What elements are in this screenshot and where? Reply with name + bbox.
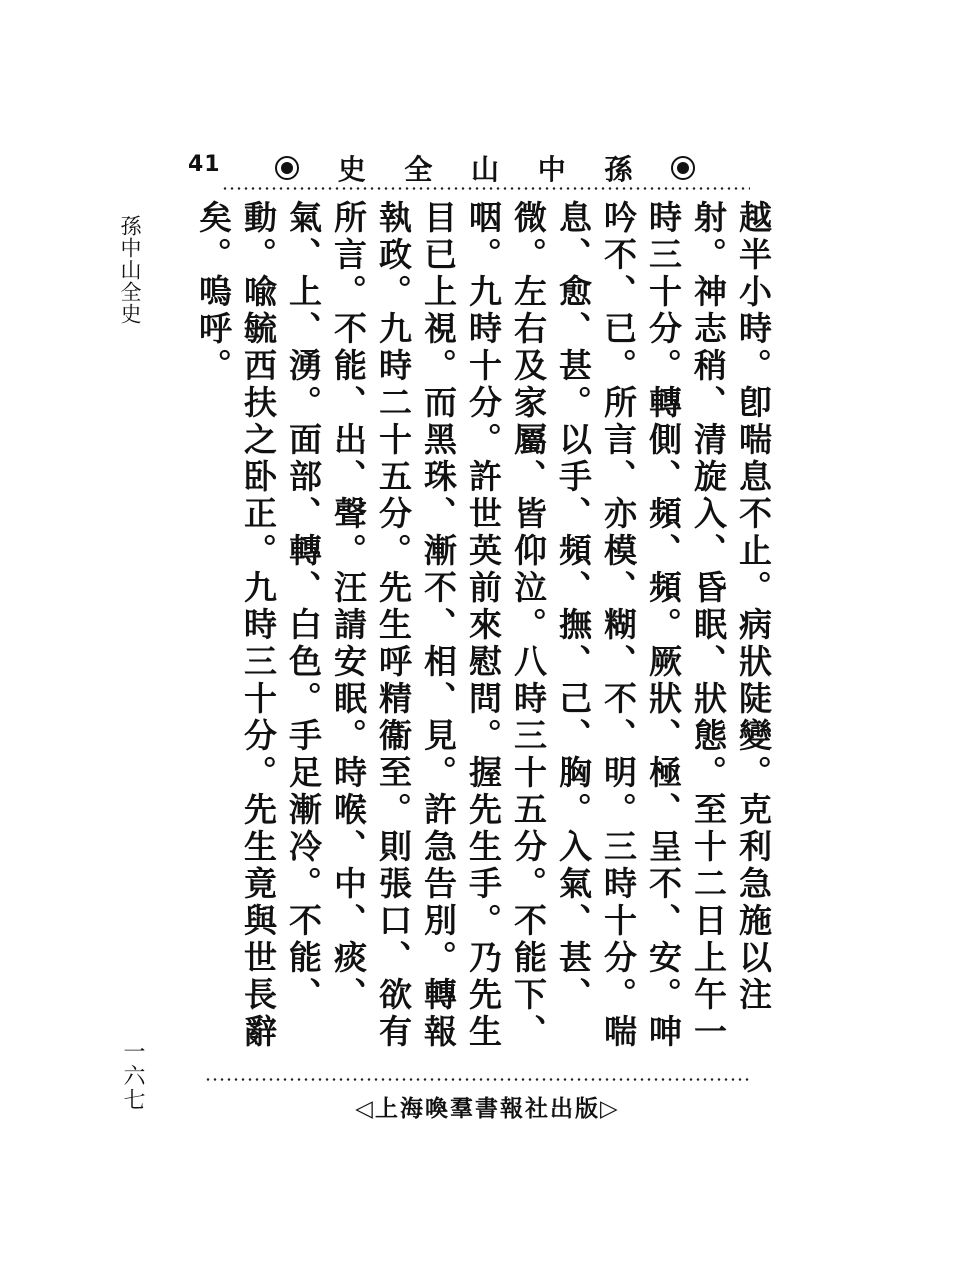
side-book-title: 孫中山全史 [118,215,142,325]
running-title [275,148,695,188]
title-char: 山 [471,153,500,186]
footer-divider [205,1077,750,1082]
publisher-line: ◁上海喚羣書報社出版▷ [355,1095,620,1122]
page-number: 41 [188,152,221,177]
title-char: 孫 [604,153,633,186]
title-char: 史 [337,153,366,186]
title-char: 全 [404,153,433,186]
header-divider [222,186,750,191]
bullet-icon [275,156,299,180]
title-char: 中 [537,153,566,186]
bullet-icon [671,156,695,180]
side-page-number: 一六七 [120,1040,145,1112]
main-text: 越半小時。卽喘息不止。病狀陡變。克利急施以注射。神志稍、清旋入、昏眠、狀態。至十二日上午一時三十分。轉側、頻、頻。厥狀、極、呈不、安。呻吟不、已。所言、亦模、糊、不、明。三時十分。喘息、愈、甚。以手、頻、撫、己、胸。入氣、甚、微。左右及家屬、皆仰泣。八時三十五分。不能下、咽。九時十分。許世英前來慰問。握先生手。乃先生目已上視。而黑珠、漸不、相、見。許急告別。轉報執政。九時二十五分。先生呼精衞至。則張口、欲有所言。不能、出、聲。汪請安眠。時喉、中、痰、氣、上、湧。面部、轉、白色。手足漸冷。不能、動。喩毓西扶之卧正。九時三十分。先生竟與世長辭矣。嗚呼。 [194,200,773,1051]
